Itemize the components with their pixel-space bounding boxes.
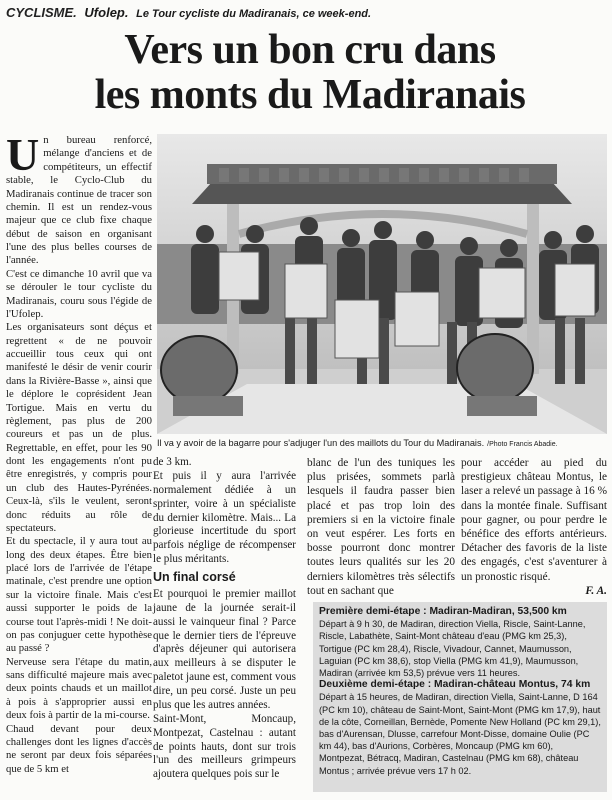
paragraph: Saint-Mont, Moncaup, Montpezat, Castelnau : autant de points hauts, dont sur trois l'un des meilleurs grimpeurs ajoutera quelques pois sur le xyxy=(153,712,296,781)
teaser-text: Le Tour cycliste du Madiranais, ce week-end. xyxy=(136,8,372,20)
group-photo xyxy=(157,134,607,434)
stage-1-title: Première demi-étape : Madiran-Madiran, 53,500 km xyxy=(319,606,567,617)
section-subheading: Un final corsé xyxy=(153,570,236,584)
route-info-box xyxy=(313,602,607,792)
article-column-1-continued xyxy=(6,535,152,776)
paragraph: blanc de l'un des tuniques les plus prisées, sommets parlà lesquels il faudra passer bien placé et pas trop loin des premiers si en la victoire finale on veut espérer. Les forts en bosse pourront donc montrer toutes leurs qualités sur les 20 derniers kilomètres très sélectifs tout en sachant que xyxy=(307,457,455,597)
photo-credit: /Photo Francis Abadie. xyxy=(487,441,558,448)
stage-2-route: Départ à 15 heures, de Madiran, direction Viella, Saint-Lanne, D 164 (PC km 10), château de Saint-Mont, Saint-Mont (PMG km 17,9), haut de la côte, Corneillan, Bernède, Pomente New Holland (PC km 29,1), bas d'Aurensan, Dlusse, carrefour Mont-Disse, domaine Oulie (PC km 44), bas d'Aurions, Corbères, Moncaup (PMG km 60), Montpezat, Bétracq, Madiran, Castelnau (PMG km 68), château Montus ; arrivée prévue vers 17 h 02. xyxy=(319,692,601,776)
article-column-4 xyxy=(461,456,607,598)
header-strip xyxy=(0,0,612,28)
section-label: CYCLISME. xyxy=(6,5,77,20)
paragraph: C'est ce dimanche 10 avril que va se dérouler le tour cycliste du Madiranais, couru sous l'égide de l'Ufolep. xyxy=(6,267,152,320)
article-column-2 xyxy=(153,456,296,782)
paragraph: de 3 km. xyxy=(153,456,192,468)
paragraph: Et pourquoi le premier maillot jaune de la journée serait-il aussi le vainqueur final ? Parce que le dernier tiers de l'épreuve d'après déjeuner qui autorisera aux meilleurs à se disputer le paletot jaune est, comment vous dire, un peu corsé. Juste un peu plus que les autres années. xyxy=(153,587,296,711)
paragraph: pour accéder au pied du prestigieux château Montus, le laser a relevé un passage à 16 % dans la montée finale. Suffisant pour gagner, ou pour perdre le bénéfice des efforts antérieurs. Détacher des favoris de la liste des engagés, c'est s'aventurer à un pronostic risqué. xyxy=(461,457,607,583)
page-title xyxy=(30,28,590,118)
paragraph: Chaud devant pour deux challenges dont les lignes d'accès ne seront par deux fois séparées que de 5 km et xyxy=(6,722,152,775)
lead-paragraph: Un bureau renforcé, mélange d'anciens et de compétiteurs, un effectif stable, le Cyclo-Club du Madiranais continue de tracer son chemin. Il est un rendez-vous majeur que ce club fixe chaque début de saison en organisant l'une des plus belles courses de l'année. xyxy=(6,129,152,267)
paragraph: Les organisateurs sont déçus et regrettent « de ne pouvoir accueillir tous ceux qui ont manifesté le désir de venir courir dans la Rivière-Basse », ainsi que le déplore le coprésident Jean Tortigue. Mais en vertu du règlement, pas plus de 200 coureurs et pas un de plus. Regrettable, en effet, pour les 90 dont les engagements n'ont pu être enregistrés, y compris pour un club des Hautes-Pyrénées. Ceux-là, s'ils le veulent, seront donc réduits au rôle de spectateurs. xyxy=(6,321,152,534)
article-column-3 xyxy=(307,456,455,598)
paragraph: Et du spectacle, il y aura tout au long des deux étapes. Être bien placé lors de l'arrivée de l'étape matinale, c'est prendre une option sur la victoire finale. Mais c'est aussi supporter le poids de la course tout l'après-midi ! Ne doit-on pas conjuguer cette hypothèse au passé ? xyxy=(6,535,152,655)
drop-cap: U xyxy=(6,129,40,180)
paragraph: Et puis il y aura l'arrivée normalement dédiée à un sprinter, voire à un spécialiste du dernier kilomètre. Mais... La glorieuse incertitude du sport parfois néglige de récompenser le plus méritants. xyxy=(153,469,296,566)
kicker xyxy=(6,5,371,20)
photo-illustration xyxy=(157,134,607,434)
caption-text: Il va y avoir de la bagarre pour s'adjuger l'un des maillots du Tour du Madiranais. xyxy=(157,438,485,448)
article-column-1 xyxy=(6,129,152,535)
stage-1-route: Départ à 9 h 30, de Madiran, direction Viella, Riscle, Saint-Lanne, Riscle, Labathète, Saint-Mont château d'eau (PMG km 25,3), Tortigue (PC km 28,4), Riscle, Vivadour, Cannet, Maumusson, Laguian (PC km 38,6), stop Viella (PMG km 41,9), Maumusson, Madiran (arrivée km 53,5) prévue vers 11 heures. xyxy=(319,619,586,679)
headline-line-2: les monts du Madiranais xyxy=(94,72,526,118)
org-label: Ufolep. xyxy=(84,5,129,20)
paragraph: Nerveuse sera l'étape du matin, sans difficulté majeure mais avec deux points chauds et un maillot à pois à s'approprier aussi en deux fois à partir de la mi-course. xyxy=(6,655,152,722)
author-signature: F. A. xyxy=(585,584,607,597)
stage-2-title: Deuxième demi-étape : Madiran-château Montus, 74 km xyxy=(319,679,591,691)
headline-line-1: Vers un bon cru dans xyxy=(124,27,496,73)
photo-caption xyxy=(157,438,607,448)
